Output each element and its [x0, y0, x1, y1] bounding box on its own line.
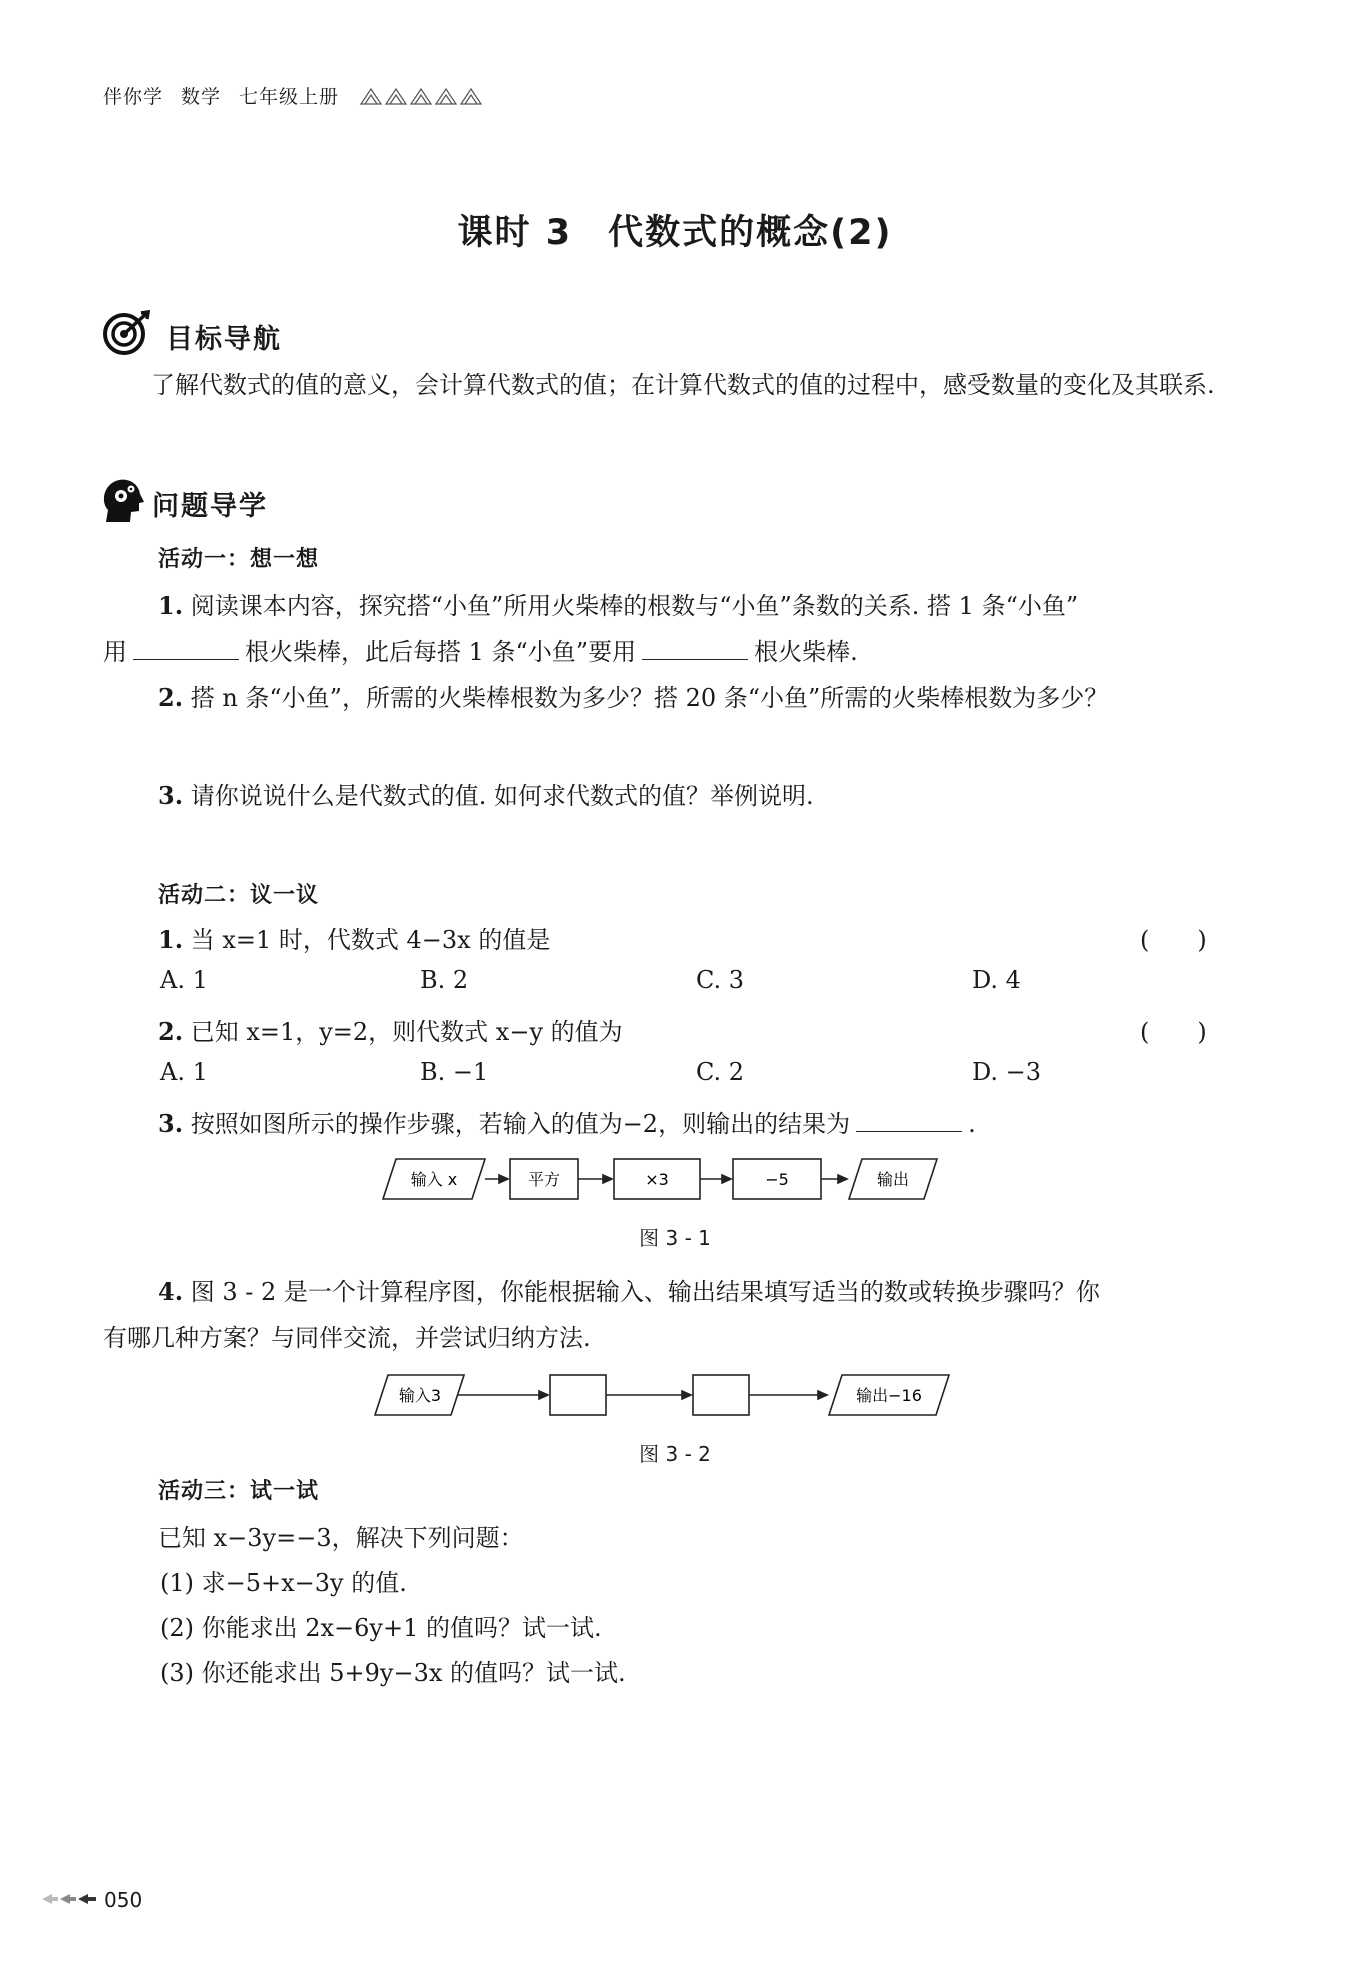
- a2-q2-option-d[interactable]: D. −3: [972, 1058, 1042, 1086]
- a2-q3-end: .: [968, 1110, 976, 1138]
- lesson-number: 课时 3: [457, 213, 573, 253]
- target-icon: [100, 310, 156, 363]
- page-number: 050: [104, 1888, 143, 1912]
- activity-1-label: 活动一：想一想: [158, 547, 320, 572]
- a1-question-3: [158, 776, 814, 811]
- a2-q1-answer-paren[interactable]: ( ): [1140, 926, 1207, 954]
- a2-q1-option-b[interactable]: B. 2: [420, 966, 469, 994]
- figure-3-1-caption: 图 3 - 1: [639, 1226, 711, 1250]
- a2-q1-number: 1.: [158, 925, 184, 954]
- a1-q2-text: 搭 n 条“小鱼”，所需的火柴棒根数为多少？搭 20 条“小鱼”所需的火柴棒根数为多少？: [190, 684, 1109, 712]
- running-header: [103, 82, 527, 109]
- a2-q2-answer-paren[interactable]: ( ): [1140, 1018, 1207, 1046]
- a1-q3-text: 请你说说什么是代数式的值. 如何求代数式的值？举例说明.: [190, 782, 814, 810]
- page-footer: [40, 1888, 142, 1912]
- lesson-name: 代数式的概念(2): [608, 213, 893, 253]
- book-name: 伴你学: [103, 86, 164, 108]
- activity-2-label: 活动二：议一议: [158, 883, 320, 908]
- a2-q4-line2: 有哪几种方案？与同伴交流，并尝试归纳方法.: [103, 1324, 591, 1352]
- arrow-icon: [838, 1175, 847, 1183]
- activity-3-label: 活动三：试一试: [158, 1479, 320, 1504]
- fig2-output-label: 输出−16: [856, 1386, 922, 1405]
- problems-heading-text: 问题导学: [152, 491, 268, 522]
- a2-q1-text: 当 x=1 时，代数式 4−3x 的值是: [190, 926, 551, 954]
- a2-q3-text: 按照如图所示的操作步骤，若输入的值为−2，则输出的结果为: [190, 1110, 851, 1138]
- a2-question-4: [158, 1272, 1100, 1307]
- a2-q3-number: 3.: [158, 1109, 184, 1138]
- goals-heading-text: 目标导航: [166, 324, 282, 355]
- a2-question-3: [158, 1104, 976, 1139]
- grade-name: 七年级上册: [239, 86, 340, 108]
- goals-heading: [100, 310, 282, 363]
- a2-q4-number: 4.: [158, 1277, 184, 1306]
- subject-name: 数学: [181, 86, 222, 108]
- flow-empty-box: [693, 1375, 749, 1415]
- flow-empty-box: [550, 1375, 606, 1415]
- a3-intro: 已知 x−3y=−3，解决下列问题：: [158, 1524, 524, 1552]
- arrow-icon: [539, 1391, 548, 1399]
- flowchart-figure-3-1: [380, 1154, 940, 1204]
- arrow-icon: [682, 1391, 691, 1399]
- a2-q2-option-a[interactable]: A. 1: [160, 1058, 208, 1086]
- answer-blank[interactable]: [856, 1107, 962, 1132]
- a3-item-1: (1) 求−5+x−3y 的值.: [160, 1569, 407, 1597]
- fig1-input-label: 输入 x: [410, 1170, 458, 1189]
- a2-q2-option-b[interactable]: B. −1: [420, 1058, 489, 1086]
- triangle-decoration-icon: [359, 86, 509, 106]
- fig2-input-label: 输入3: [398, 1386, 442, 1405]
- a1-q1-line2c: 根火柴棒.: [754, 638, 858, 666]
- lesson-title: [0, 205, 1350, 255]
- a1-q1-line1: 阅读课本内容，探究搭“小鱼”所用火柴棒的根数与“小鱼”条数的关系. 搭 1 条“小鱼”: [190, 592, 1079, 620]
- head-gears-icon: [100, 476, 144, 531]
- fig1-step2-label: ×3: [645, 1170, 669, 1189]
- a2-question-1: [158, 920, 550, 955]
- figure-3-2-caption: 图 3 - 2: [639, 1442, 711, 1466]
- a2-q1-option-c[interactable]: C. 3: [696, 966, 745, 994]
- arrow-icon: [722, 1175, 731, 1183]
- a1-q1-line2b: 根火柴棒，此后每搭 1 条“小鱼”要用: [245, 638, 637, 666]
- answer-blank[interactable]: [133, 635, 239, 660]
- answer-blank[interactable]: [642, 635, 748, 660]
- a1-q1-number: 1.: [158, 591, 184, 620]
- a2-q1-option-a[interactable]: A. 1: [160, 966, 208, 994]
- a3-item-2: (2) 你能求出 2x−6y+1 的值吗？试一试.: [160, 1614, 602, 1642]
- a1-q1-line2a: 用: [103, 638, 127, 666]
- a2-q1-option-d[interactable]: D. 4: [972, 966, 1021, 994]
- flowchart-figure-3-2: [372, 1370, 952, 1420]
- a2-q2-text: 已知 x=1，y=2，则代数式 x−y 的值为: [190, 1018, 623, 1046]
- a1-q3-number: 3.: [158, 781, 184, 810]
- fig1-step3-label: −5: [765, 1170, 789, 1189]
- fig1-output-label: 输出: [876, 1170, 910, 1189]
- a2-q2-option-c[interactable]: C. 2: [696, 1058, 745, 1086]
- arrow-icon: [818, 1391, 827, 1399]
- goals-text: 了解代数式的值的意义，会计算代数式的值；在计算代数式的值的过程中，感受数量的变化及其联系.: [151, 371, 1215, 399]
- arrow-icon: [499, 1175, 508, 1183]
- a2-q4-line1: 图 3 - 2 是一个计算程序图，你能根据输入、输出结果填写适当的数或转换步骤吗？你: [190, 1278, 1100, 1306]
- a3-item-3: (3) 你还能求出 5+9y−3x 的值吗？试一试.: [160, 1659, 626, 1687]
- problems-heading: [100, 476, 268, 531]
- a2-question-2: [158, 1012, 623, 1047]
- a1-question-1-line-2: [103, 632, 858, 667]
- a1-q2-number: 2.: [158, 683, 184, 712]
- arrow-icon: [603, 1175, 612, 1183]
- a1-question-1: [158, 586, 1078, 621]
- fig1-step1-label: 平方: [527, 1170, 561, 1189]
- arrow-decoration-icon: [40, 1888, 100, 1912]
- a2-q2-number: 2.: [158, 1017, 184, 1046]
- a1-question-2: [158, 678, 1108, 713]
